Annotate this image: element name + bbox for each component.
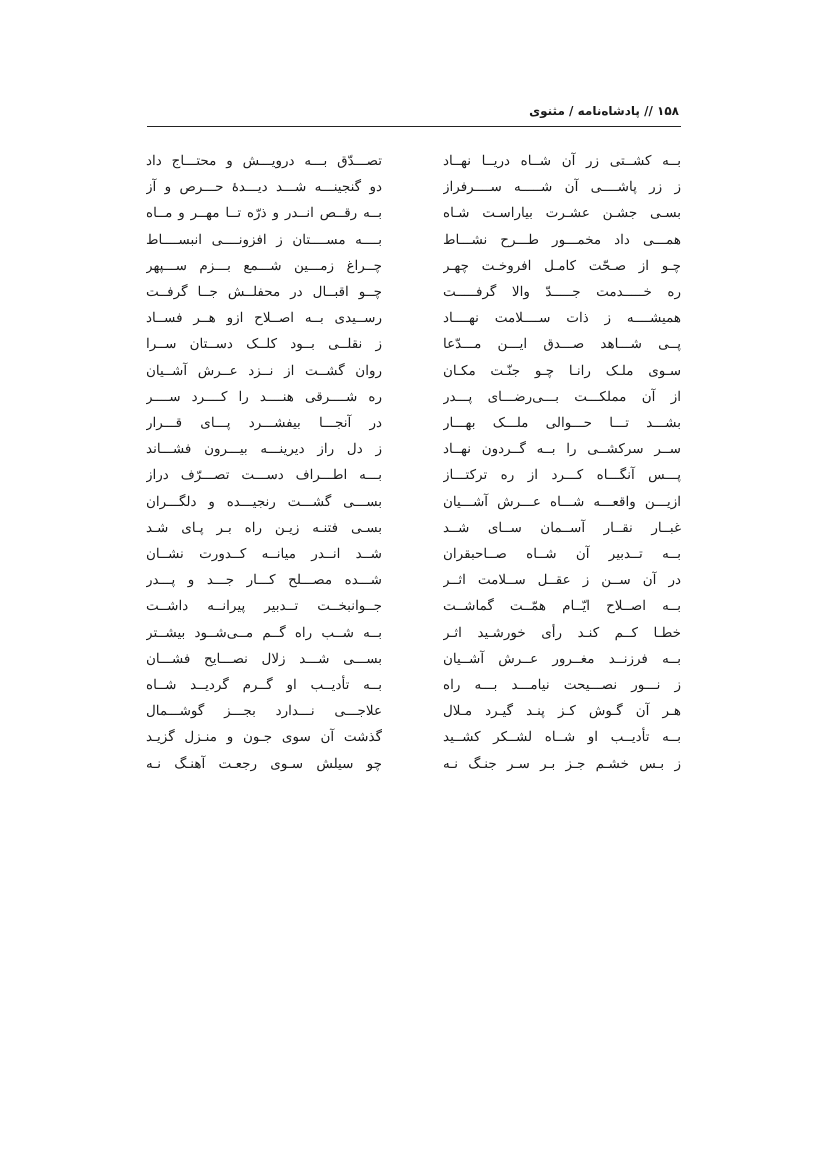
hemistich: ز نقلــی بــود کلــک دســتان ســرا xyxy=(146,336,382,353)
hemistich: هـر آن گـوش کـز پنـد گیـرد مـلال xyxy=(443,703,681,720)
running-header: ۱۵۸ // پادشاه‌نامه / مثنوی xyxy=(529,104,679,118)
hemistich: بــه اصــلاح ایّــام همّــت گماشــت xyxy=(443,598,681,615)
hemistich: پـــس آنگـــاه کـــرد از ره ترکتـــاز xyxy=(443,467,681,484)
header-rule xyxy=(147,126,681,127)
hemistich: در آنجـــا بیفشـــرد پـــای قـــرار xyxy=(146,415,382,432)
hemistich: بــه تأدیــب او شــاه لشــکر کشــید xyxy=(443,729,681,746)
poem-left-column xyxy=(146,148,382,777)
poem-right-column xyxy=(443,148,681,777)
hemistich: چو سیلش سـوی رجعـت آهنـگ نـه xyxy=(146,755,382,772)
hemistich: ره خـــــدمت جـــــدّ والا گرفـــــت xyxy=(443,284,681,301)
hemistich: چـو از صـحّت کامـل افروخـت چهـر xyxy=(443,257,681,274)
hemistich: بســـی شـــد زلال نصـــایح فشـــان xyxy=(146,650,382,667)
hemistich: جــوانبخــت تــدبیر پیرانــه داشــت xyxy=(146,598,382,615)
hemistich: چــراغ زمـــین شـــمع بـــزم ســـپهر xyxy=(146,257,382,274)
hemistich: علاجـــی نـــدارد بجـــز گوشـــمال xyxy=(146,703,382,720)
hemistich: پــی شـــاهد صـــدق ایـــن مـــدّعا xyxy=(443,336,681,353)
hemistich: از آن مملکـــت بـــی‌رضـــای پـــدر xyxy=(443,388,681,405)
hemistich: ره شــــرقی هنــــد را کــــرد ســــر xyxy=(146,388,382,405)
hemistich: بــه کشــتی زر آن شــاه دریــا نهــاد xyxy=(443,153,681,169)
hemistich: بســـی گشـــت رنجیـــده و دلگـــران xyxy=(146,493,382,510)
hemistich: بـــه اطـــراف دســـت تصـــرّف دراز xyxy=(146,467,382,484)
hemistich: ازیـــن واقعـــه شـــاه عـــرش آشـــیان xyxy=(443,493,681,510)
hemistich: بسـی فتنـه زیـن راه بـر پـای شـد xyxy=(146,519,382,536)
hemistich: روان گشــت از نــزد عــرش آشــیان xyxy=(146,362,382,379)
hemistich: شــد انــدر میانــه کــدورت نشــان xyxy=(146,546,382,563)
hemistich: سـوی ملـک رانـا چـو جنّـت مکـان xyxy=(443,362,681,379)
hemistich: بــه رقــص انــدر و ذرّه تــا مهــر و مــاه xyxy=(146,205,382,222)
hemistich: رســیدی بــه اصــلاح ازو هــر فســاد xyxy=(146,310,382,327)
hemistich: غبــار نقــار آســمان ســای شــد xyxy=(443,519,681,536)
hemistich: چــو اقبــال در محفلــش جــا گرفــت xyxy=(146,284,382,301)
hemistich: ز زر پاشــــی آن شـــــه ســــرفراز xyxy=(443,179,681,196)
hemistich: بــه تــدبیر آن شــاه صــاحبقران xyxy=(443,546,681,563)
hemistich: بــه تأدیــب او گــرم گردیــد شــاه xyxy=(146,677,382,694)
hemistich: بــــه مســــتان ز افزونــــی انبســــاط xyxy=(146,231,382,248)
hemistich: بــه شــب راه گــم مــی‌شــود بیشــتر xyxy=(146,624,382,641)
hemistich: ز نـــور نصـــیحت نیامـــد بـــه راه xyxy=(443,677,681,694)
hemistich: تصـــدّق بـــه درویـــش و محتـــاج داد xyxy=(146,153,382,169)
hemistich: بشـــد تـــا حـــوالی ملـــک بهـــار xyxy=(443,415,681,432)
hemistich: ســر سرکشــی را بــه گــردون نهــاد xyxy=(443,441,681,458)
hemistich: همیشــــه ز ذات ســــلامت نهــــاد xyxy=(443,310,681,327)
hemistich: ز دل راز دیرینـــه بیـــرون فشـــاند xyxy=(146,441,382,458)
hemistich: همـــی داد مخمـــور طـــرح نشـــاط xyxy=(443,231,681,248)
hemistich: خطـا کــم کنـد رأی خورشـید اثـر xyxy=(443,624,681,641)
hemistich: شـــده مصـــلح کـــار جـــد و پـــدر xyxy=(146,572,382,589)
hemistich: دو گنجینـــه شـــد دیـــدۀ حـــرص و آز xyxy=(146,179,382,196)
hemistich: بــه فرزنــد مغــرور عــرش آشــیان xyxy=(443,650,681,667)
hemistich: گذشت آن سوی جـون و منـزل گزیـد xyxy=(146,729,382,746)
hemistich: بسـی جشـن عشـرت بیاراسـت شـاه xyxy=(443,205,681,222)
hemistich: ز بـس خشـم جـز بـر سـر جنـگ نـه xyxy=(443,755,681,772)
hemistich: در آن ســن ز عقــل ســلامت اثــر xyxy=(443,572,681,589)
